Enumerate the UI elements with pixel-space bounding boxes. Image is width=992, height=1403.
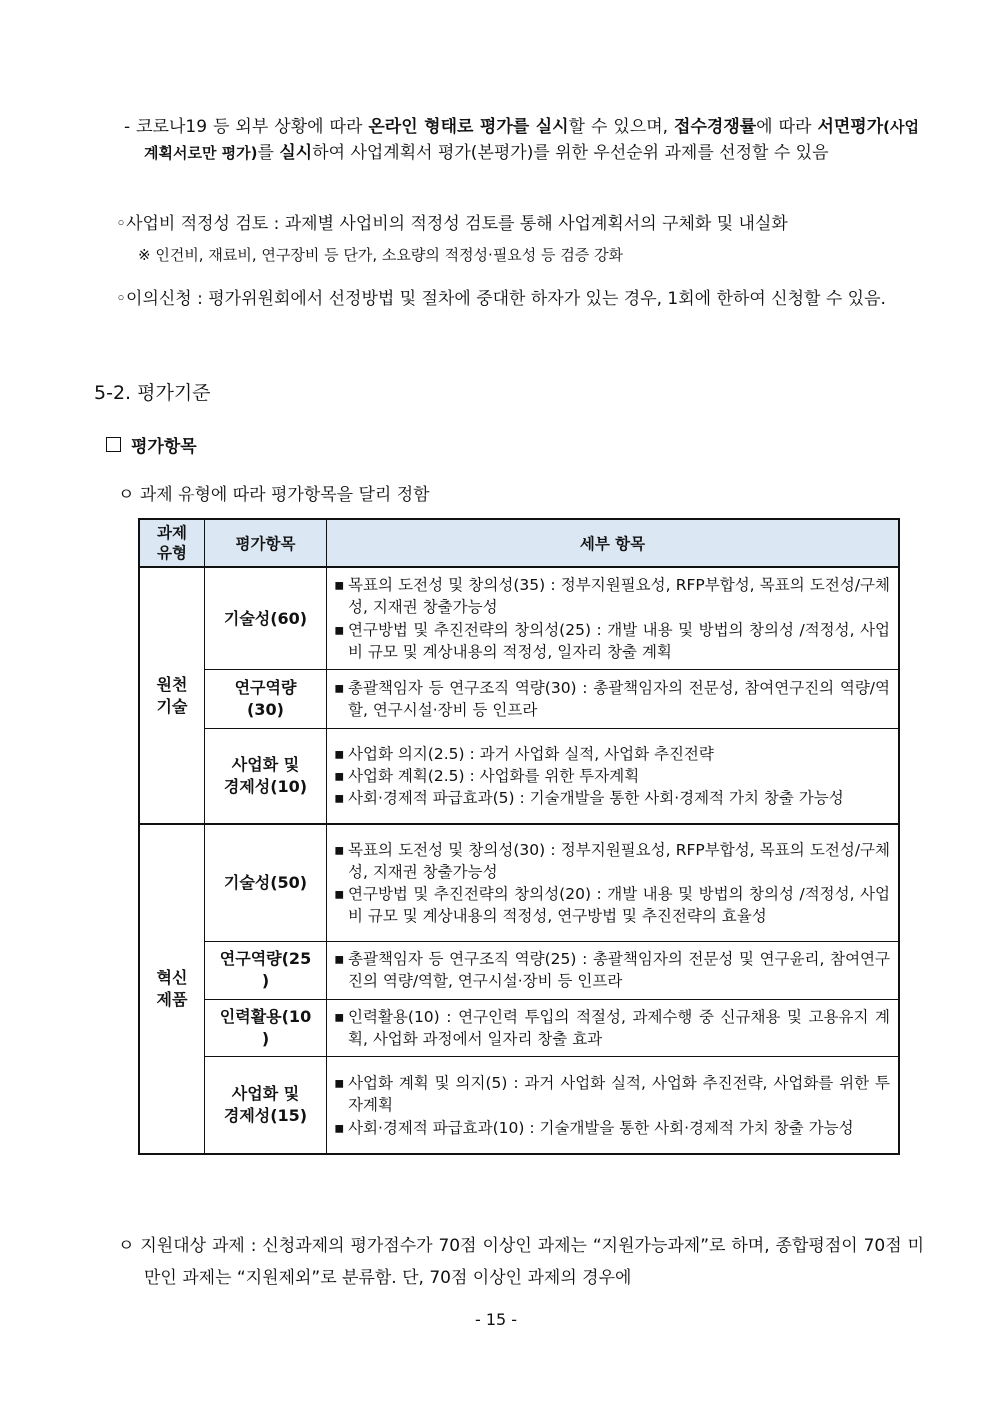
header-item: 평가항목 <box>205 519 327 567</box>
table-row <box>139 729 899 825</box>
page-number: - 15 - <box>474 1310 518 1329</box>
item-cell: 사업화 및 경제성(10) <box>205 729 327 825</box>
detail-cell <box>327 670 900 729</box>
detail-line: ▪ 목표의 도전성 및 창의성(30) : 정부지원필요성, RFP부합성, 목표의 도전성/구체성, 지재권 창출가능성 <box>334 839 890 884</box>
dash-item-online-evaluation: - 코로나19 등 외부 상황에 따라 온라인 형태로 평가를 실시할 수 있으며, 접수경쟁률에 따라 서면평가(사업계획서로만 평가)를 실시하여 사업계획서 평가(본평가)를 위한 우선순위 과제를 선정할 수 있음 <box>124 117 919 163</box>
bullet-support-target: ㅇ 지원대상 과제 : 신청과제의 평가점수가 70점 이상인 과제는 “지원가능과제”로 하며, 종합평점이 70점 미만인 과제는 “지원제외”로 분류함. 단, 70점 이상인 과제의 경우에 <box>118 1236 924 1288</box>
budget-review-note: ※ 인건비, 재료비, 연구장비 등 단가, 소요량의 적정성·필요성 등 검증 강화 <box>138 246 624 264</box>
budget-review-item: ◦사업비 적정성 검토 : 과제별 사업비의 적정성 검토를 통해 사업계획서의 구체화 및 내실화 <box>116 214 788 234</box>
detail-line: ▪ 인력활용(10) : 연구인력 투입의 적절성, 과제수행 중 신규채용 및 고용유지 계획, 사업화 과정에서 일자리 창출 효과 <box>334 1006 890 1051</box>
detail-line: ▪ 사업화 계획 및 의지(5) : 과거 사업화 실적, 사업화 추진전략, 사업화를 위한 투자계획 <box>334 1072 890 1117</box>
box-heading <box>106 432 197 457</box>
type-cell-innovative-product: 혁신 제품 <box>139 824 205 1154</box>
table-row <box>139 824 899 942</box>
detail-cell <box>327 729 900 825</box>
section-title: 5-2. 평가기준 <box>94 382 211 404</box>
detail-line: ▪ 연구방법 및 추진전략의 창의성(25) : 개발 내용 및 방법의 창의성 /적정성, 사업비 규모 및 계상내용의 적정성, 일자리 창출 계획 <box>334 619 890 664</box>
table-row <box>139 942 899 1000</box>
item-cell: 사업화 및 경제성(15) <box>205 1057 327 1155</box>
item-cell: 연구역량 (30) <box>205 670 327 729</box>
detail-cell <box>327 824 900 942</box>
type-cell-basic-tech: 원천 기술 <box>139 567 205 824</box>
detail-cell <box>327 567 900 670</box>
detail-line: ▪ 목표의 도전성 및 창의성(35) : 정부지원필요성, RFP부합성, 목표의 도전성/구체성, 지재권 창출가능성 <box>334 574 890 619</box>
objection-item: ◦이의신청 : 평가위원회에서 선정방법 및 절차에 중대한 하자가 있는 경우, 1회에 한하여 신청할 수 있음. <box>116 289 886 309</box>
item-cell: 기술성(60) <box>205 567 327 670</box>
evaluation-table <box>138 518 900 1155</box>
table-row <box>139 999 899 1057</box>
table-row <box>139 567 899 670</box>
detail-line: ▪ 총괄책임자 등 연구조직 역량(25) : 총괄책임자의 전문성 및 연구윤리, 참여연구진의 역량/역할, 연구시설·장비 등 인프라 <box>334 948 890 993</box>
detail-line: ▪ 사업화 의지(2.5) : 과거 사업화 실적, 사업화 추진전략 <box>334 743 890 765</box>
detail-cell <box>327 999 900 1057</box>
item-cell: 인력활용(10 ) <box>205 999 327 1057</box>
table-row <box>139 1057 899 1155</box>
detail-line: ▪ 총괄책임자 등 연구조직 역량(30) : 총괄책임자의 전문성, 참여연구진의 역량/역할, 연구시설·장비 등 인프라 <box>334 677 890 722</box>
detail-line: ▪ 사업화 계획(2.5) : 사업화를 위한 투자계획 <box>334 765 890 787</box>
bullet-evaluation-by-type: ㅇ 과제 유형에 따라 평가항목을 달리 정함 <box>118 485 430 505</box>
detail-line: ▪ 사회·경제적 파급효과(10) : 기술개발을 통한 사회·경제적 가치 창출 가능성 <box>334 1117 890 1139</box>
checkbox-square-icon <box>106 437 121 452</box>
header-detail: 세부 항목 <box>327 519 900 567</box>
item-cell: 기술성(50) <box>205 824 327 942</box>
table-row <box>139 670 899 729</box>
table-header-row <box>139 519 899 567</box>
detail-cell <box>327 942 900 1000</box>
detail-cell <box>327 1057 900 1155</box>
detail-line: ▪ 사회·경제적 파급효과(5) : 기술개발을 통한 사회·경제적 가치 창출 가능성 <box>334 787 890 809</box>
box-heading-label: 평가항목 <box>131 437 197 457</box>
header-type: 과제 유형 <box>139 519 205 567</box>
detail-line: ▪ 연구방법 및 추진전략의 창의성(20) : 개발 내용 및 방법의 창의성 /적정성, 사업비 규모 및 계상내용의 적정성, 연구방법 및 추진전략의 효율성 <box>334 883 890 928</box>
item-cell: 연구역량(25 ) <box>205 942 327 1000</box>
